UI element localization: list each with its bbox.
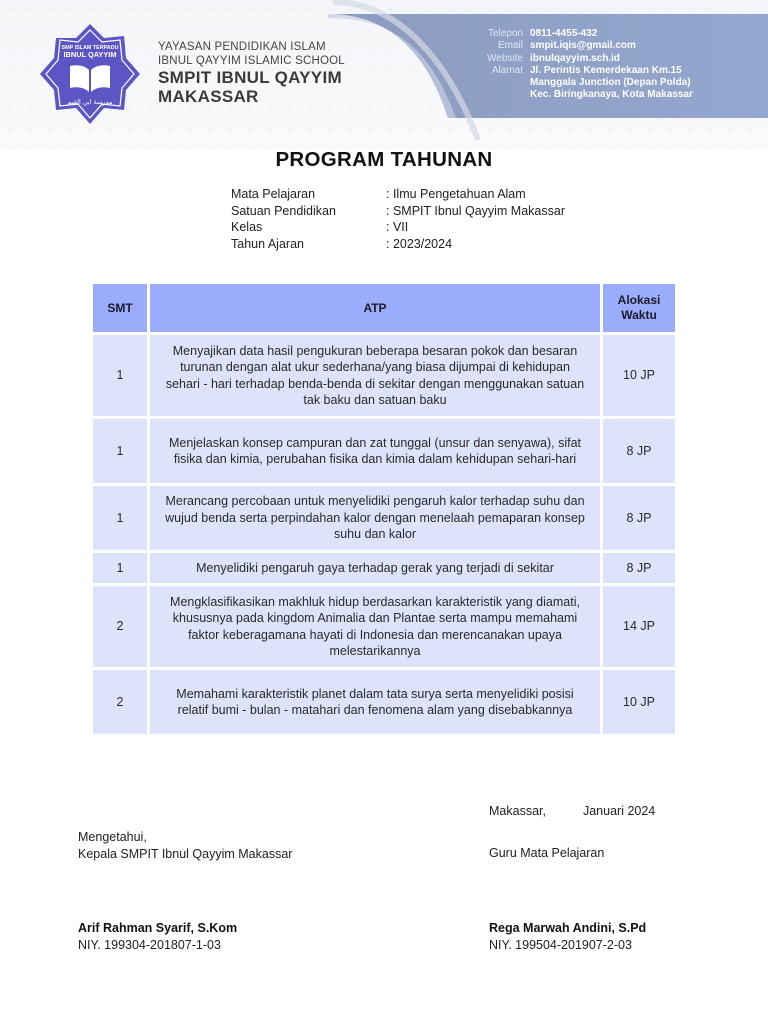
cell-atp: Menyelidiki pengaruh gaya terhadap gerak yang terjadi di sekitar (150, 553, 600, 583)
contact-label: Website (487, 52, 523, 64)
contact-label: Alamat (491, 64, 523, 76)
contact-row (478, 28, 693, 40)
contact-value: Jl. Perintis Kemerdekaan Km.15 (530, 64, 682, 76)
logo-text-top: SMP ISLAM TERPADU (61, 45, 119, 51)
logo-text-arabic: مدرسة ابن القيم (67, 98, 113, 106)
table-row (93, 486, 675, 550)
contact-row (478, 65, 693, 77)
contact-label (478, 77, 530, 89)
signature-right-heading (489, 845, 604, 862)
cell-smt: 1 (93, 419, 147, 483)
cell-jp: 10 JP (603, 335, 675, 416)
cell-jp: 8 JP (603, 486, 675, 550)
letterhead (0, 0, 768, 150)
meta-row (231, 219, 565, 236)
table-header-row (93, 284, 675, 332)
cell-jp: 8 JP (603, 553, 675, 583)
logo-text-mid: IBNUL QAYYIM (63, 50, 117, 59)
meta-value: : 2023/2024 (386, 236, 453, 251)
principal-name: Arif Rahman Syarif, S.Kom (78, 921, 238, 935)
teacher-name: Rega Marwah Andini, S.Pd (489, 921, 647, 935)
cell-atp: Menjelaskan konsep campuran dan zat tunggal (unsur dan senyawa), sifat fisika dan kimia, perubahan fisika dan kimia dalam kehidupan sehari-hari (150, 419, 600, 483)
meta-label: Satuan Pendidikan (231, 203, 336, 218)
program-table (90, 281, 678, 737)
teacher-role: Guru Mata Pelajaran (489, 846, 605, 860)
org-line-3: SMPIT IBNUL QAYYIM (158, 68, 342, 87)
org-line-4: MAKASSAR (158, 87, 259, 106)
meta-value: : Ilmu Pengetahuan Alam (386, 187, 526, 202)
cell-smt: 1 (93, 553, 147, 583)
contact-block (478, 28, 693, 102)
meta-row (231, 203, 565, 220)
table-row (93, 419, 675, 483)
contact-value: Manggala Junction (Depan Polda) (530, 77, 691, 89)
table-row (93, 335, 675, 416)
table-row (93, 670, 675, 734)
signature-left (78, 920, 237, 953)
document-title: PROGRAM TAHUNAN (275, 148, 493, 171)
column-header-alokasi: Alokasi Waktu (603, 284, 675, 332)
cell-smt: 2 (93, 670, 147, 734)
acknowledged-label: Mengetahui, (78, 830, 147, 844)
contact-row (478, 40, 693, 52)
cell-jp: 14 JP (603, 586, 675, 667)
meta-label: Mata Pelajaran (231, 187, 316, 202)
cell-jp: 8 JP (603, 419, 675, 483)
cell-smt: 1 (93, 486, 147, 550)
contact-row (478, 77, 693, 89)
meta-label: Kelas (231, 220, 263, 235)
table-row (93, 586, 675, 667)
document-meta (231, 186, 565, 252)
cell-atp: Memahami karakteristik planet dalam tata surya serta menyelidiki posisi relatif bumi - bulan - matahari dan fenomena alam yang disebabkannya (150, 670, 600, 734)
cell-smt: 2 (93, 586, 147, 667)
date: Januari 2024 (582, 804, 656, 818)
principal-niy: NIY. 199304-201807-1-03 (78, 937, 221, 952)
contact-label (478, 89, 530, 101)
contact-label: Email (497, 40, 523, 52)
cell-atp: Merancang percobaan untuk menyelidiki pengaruh kalor terhadap suhu dan wujud benda serta perpindahan kalor dengan menelaah pemaparan konsep suhu dan kalor (150, 486, 600, 550)
organization-name (158, 40, 345, 106)
contact-row (478, 89, 693, 101)
contact-value: Kec. Biringkanaya, Kota Makassar (530, 89, 693, 101)
cell-atp: Mengklasifikasikan makhluk hidup berdasarkan karakteristik yang diamati, khususnya pada kingdom Animalia dan Plantae serta mampu memahami faktor keberagamana hayati di Indonesia dan merencanakan upaya melestarikannya (150, 586, 600, 667)
meta-row (231, 186, 565, 203)
principal-role: Kepala SMPIT Ibnul Qayyim Makassar (78, 846, 293, 861)
contact-row (478, 53, 693, 65)
contact-label: Telepon (487, 28, 523, 39)
place: Makassar, (489, 804, 546, 818)
cell-jp: 10 JP (603, 670, 675, 734)
org-line-2: IBNUL QAYYIM ISLAMIC SCHOOL (158, 55, 345, 67)
cell-atp: Menyajikan data hasil pengukuran beberapa besaran pokok dan besaran turunan dengan alat ukur sederhana/yang biasa dijumpai di kehidupan sehari - hari terhadap benda-benda di sekitar dengan menggunakan satuan tak baku dan satuan baku (150, 335, 600, 416)
signature-left-heading (78, 829, 292, 862)
meta-value: : SMPIT Ibnul Qayyim Makassar (386, 203, 565, 218)
column-header-smt: SMT (93, 284, 147, 332)
teacher-niy: NIY. 199504-201907-2-03 (489, 937, 632, 952)
place-date (489, 804, 655, 818)
meta-row (231, 236, 565, 253)
contact-value: 0811-4455-432 (530, 28, 598, 39)
contact-value: smpit.iqis@gmail.com (530, 40, 636, 52)
org-line-1: YAYASAN PENDIDIKAN ISLAM (158, 41, 326, 53)
meta-label: Tahun Ajaran (231, 236, 304, 251)
meta-value: : VII (386, 220, 409, 235)
column-header-atp: ATP (150, 284, 600, 332)
school-logo (38, 22, 142, 126)
cell-smt: 1 (93, 335, 147, 416)
contact-value: ibnulqayyim.sch.id (530, 52, 621, 64)
signature-right (489, 920, 646, 953)
table-row (93, 553, 675, 583)
